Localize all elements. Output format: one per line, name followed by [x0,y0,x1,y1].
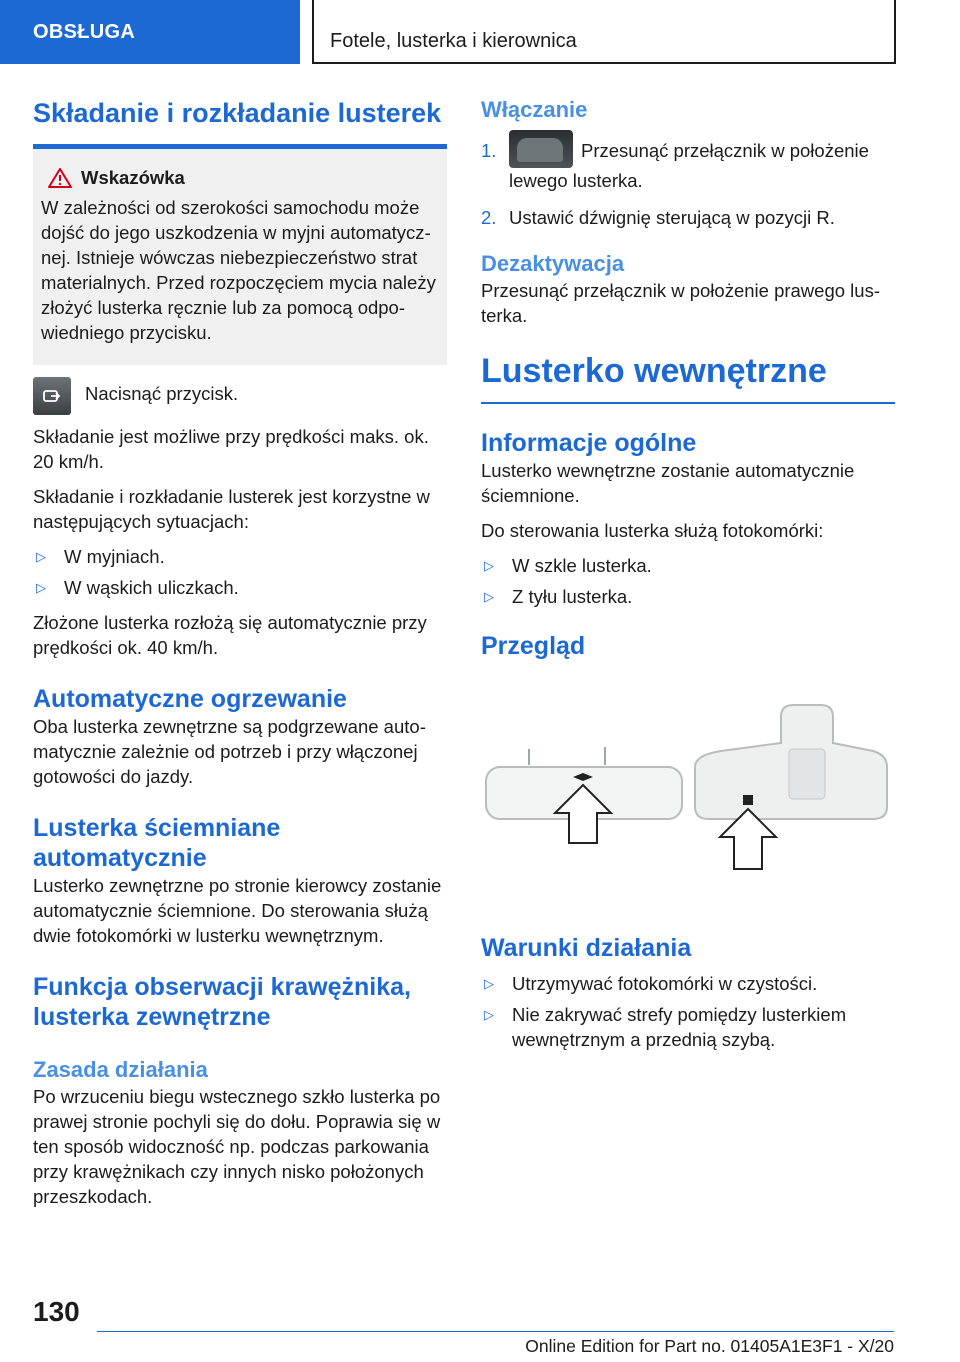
button-instruction [33,381,447,416]
mirror-fold-button-icon [33,377,71,415]
dimming-text: Lusterko zewnętrzne po stronie kierowcy zostanie automatycznie ściemnione. Do sterowania służą dwie fotokomórki w lusterku wewnętrznym. [33,875,442,946]
step-item: 1. Przesunąć przełącznik w położenie lewego lusterka. [481,138,895,193]
heading-principle: Zasada działania [33,1057,208,1082]
speed-limit-text: Składanie jest możliwe przy prędkości maks. ok. 20 km/h. [33,426,429,472]
photocells-list [481,553,895,609]
chapter-title: Fotele, lusterka i kierownica [312,0,896,64]
general-text: Lusterko wewnętrzne zostanie automatycznie ściemnione. [481,460,855,506]
button-text: Nacisnąć przycisk. [85,383,239,404]
heading-conditions: Warunki działania [481,934,692,962]
list-item: ▷ Nie zakrywać strefy pomiędzy lusterkiem wewnętrznym a przednią szybą. [481,1002,895,1052]
note-title: Wskazówka [81,167,185,188]
edition-text: Online Edition for Part no. 01405A1E3F1 - X/20 [525,1336,894,1356]
list-item: ▷ Utrzymywać fotokomórki w czystości. [481,971,895,996]
section-heading-folding: Składanie i rozkładanie lusterek [33,96,447,149]
heading-curb: Funkcja obserwacji krawężnika, lusterka zewnętrzne [33,973,411,1031]
step-item: 2. Ustawić dźwignię sterującą w pozycji R. [481,207,835,228]
list-item: ▷ W myjniach. [33,544,447,569]
list-item: ▷ W wąskich uliczkach. [33,575,447,600]
heating-text: Oba lusterka zewnętrzne są podgrzewane automatycznie zależnie od potrzeb i przy włączonej gotowości do jazdy. [33,716,426,787]
heading-deactivation: Dezaktywacja [481,251,625,276]
warning-triangle-icon [47,167,73,189]
unfold-text: Złożone lusterka rozłożą się automatycznie przy prędkości ok. 40 km/h. [33,612,427,658]
section-tab: OBSŁUGA [0,0,300,64]
mirror-switch-icon [509,130,573,168]
heading-heating: Automatyczne ogrzewanie [33,685,347,713]
triangle-bullet-icon: ▷ [484,976,494,991]
section-heading-inner-mirror: Lusterko wewnętrzne [481,350,895,404]
triangle-bullet-icon: ▷ [36,580,46,595]
list-item: ▷ Z tyłu lusterka. [481,584,895,609]
situations-list [33,544,447,600]
right-column [481,96,895,1062]
situations-intro: Składanie i rozkładanie lusterek jest korzystne w następujących sytuacjach: [33,486,430,532]
triangle-bullet-icon: ▷ [484,589,494,604]
activation-steps [481,138,895,230]
note-text: W zależności od szerokości samochodu może dojść do jego uszkodzenia w myjni automatycznej. Istnieje wówczas niebezpieczeństwo strat materialnych. Przed rozpoczęciem mycia należy złożyć lusterka ręcznie lub za pomocą odpowiedniego przycisku. [41,197,436,343]
page-number: 130 [33,1296,80,1327]
triangle-bullet-icon: ▷ [484,558,494,573]
principle-text: Po wrzuceniu biegu wstecznego szkło lusterka po prawej stronie pochyli się do dołu. Poprawia się w ten sposób widoczność np. podczas parkowania przy krawężnikach czy innych nisko położonych przeszkodach. [33,1086,441,1207]
footer-divider [97,1331,894,1332]
heading-general: Informacje ogólne [481,429,697,457]
triangle-bullet-icon: ▷ [484,1007,494,1022]
triangle-bullet-icon: ▷ [36,549,46,564]
mirror-photocells-image [481,677,895,917]
deactivation-text: Przesunąć przełącznik w położenie prawego lusterka. [481,280,880,326]
warning-note [33,149,447,365]
photocells-intro: Do sterowania lusterka służą fotokomórki: [481,520,824,541]
mirror-illustration [481,677,895,917]
heading-activation: Włączanie [481,97,588,122]
heading-overview: Przegląd [481,632,586,660]
note-header [41,167,439,189]
list-item: ▷ W szkle lusterka. [481,553,895,578]
conditions-list [481,971,895,1052]
heading-dimming: Lusterka ściemniane automatycznie [33,814,281,872]
left-column [33,96,447,1219]
